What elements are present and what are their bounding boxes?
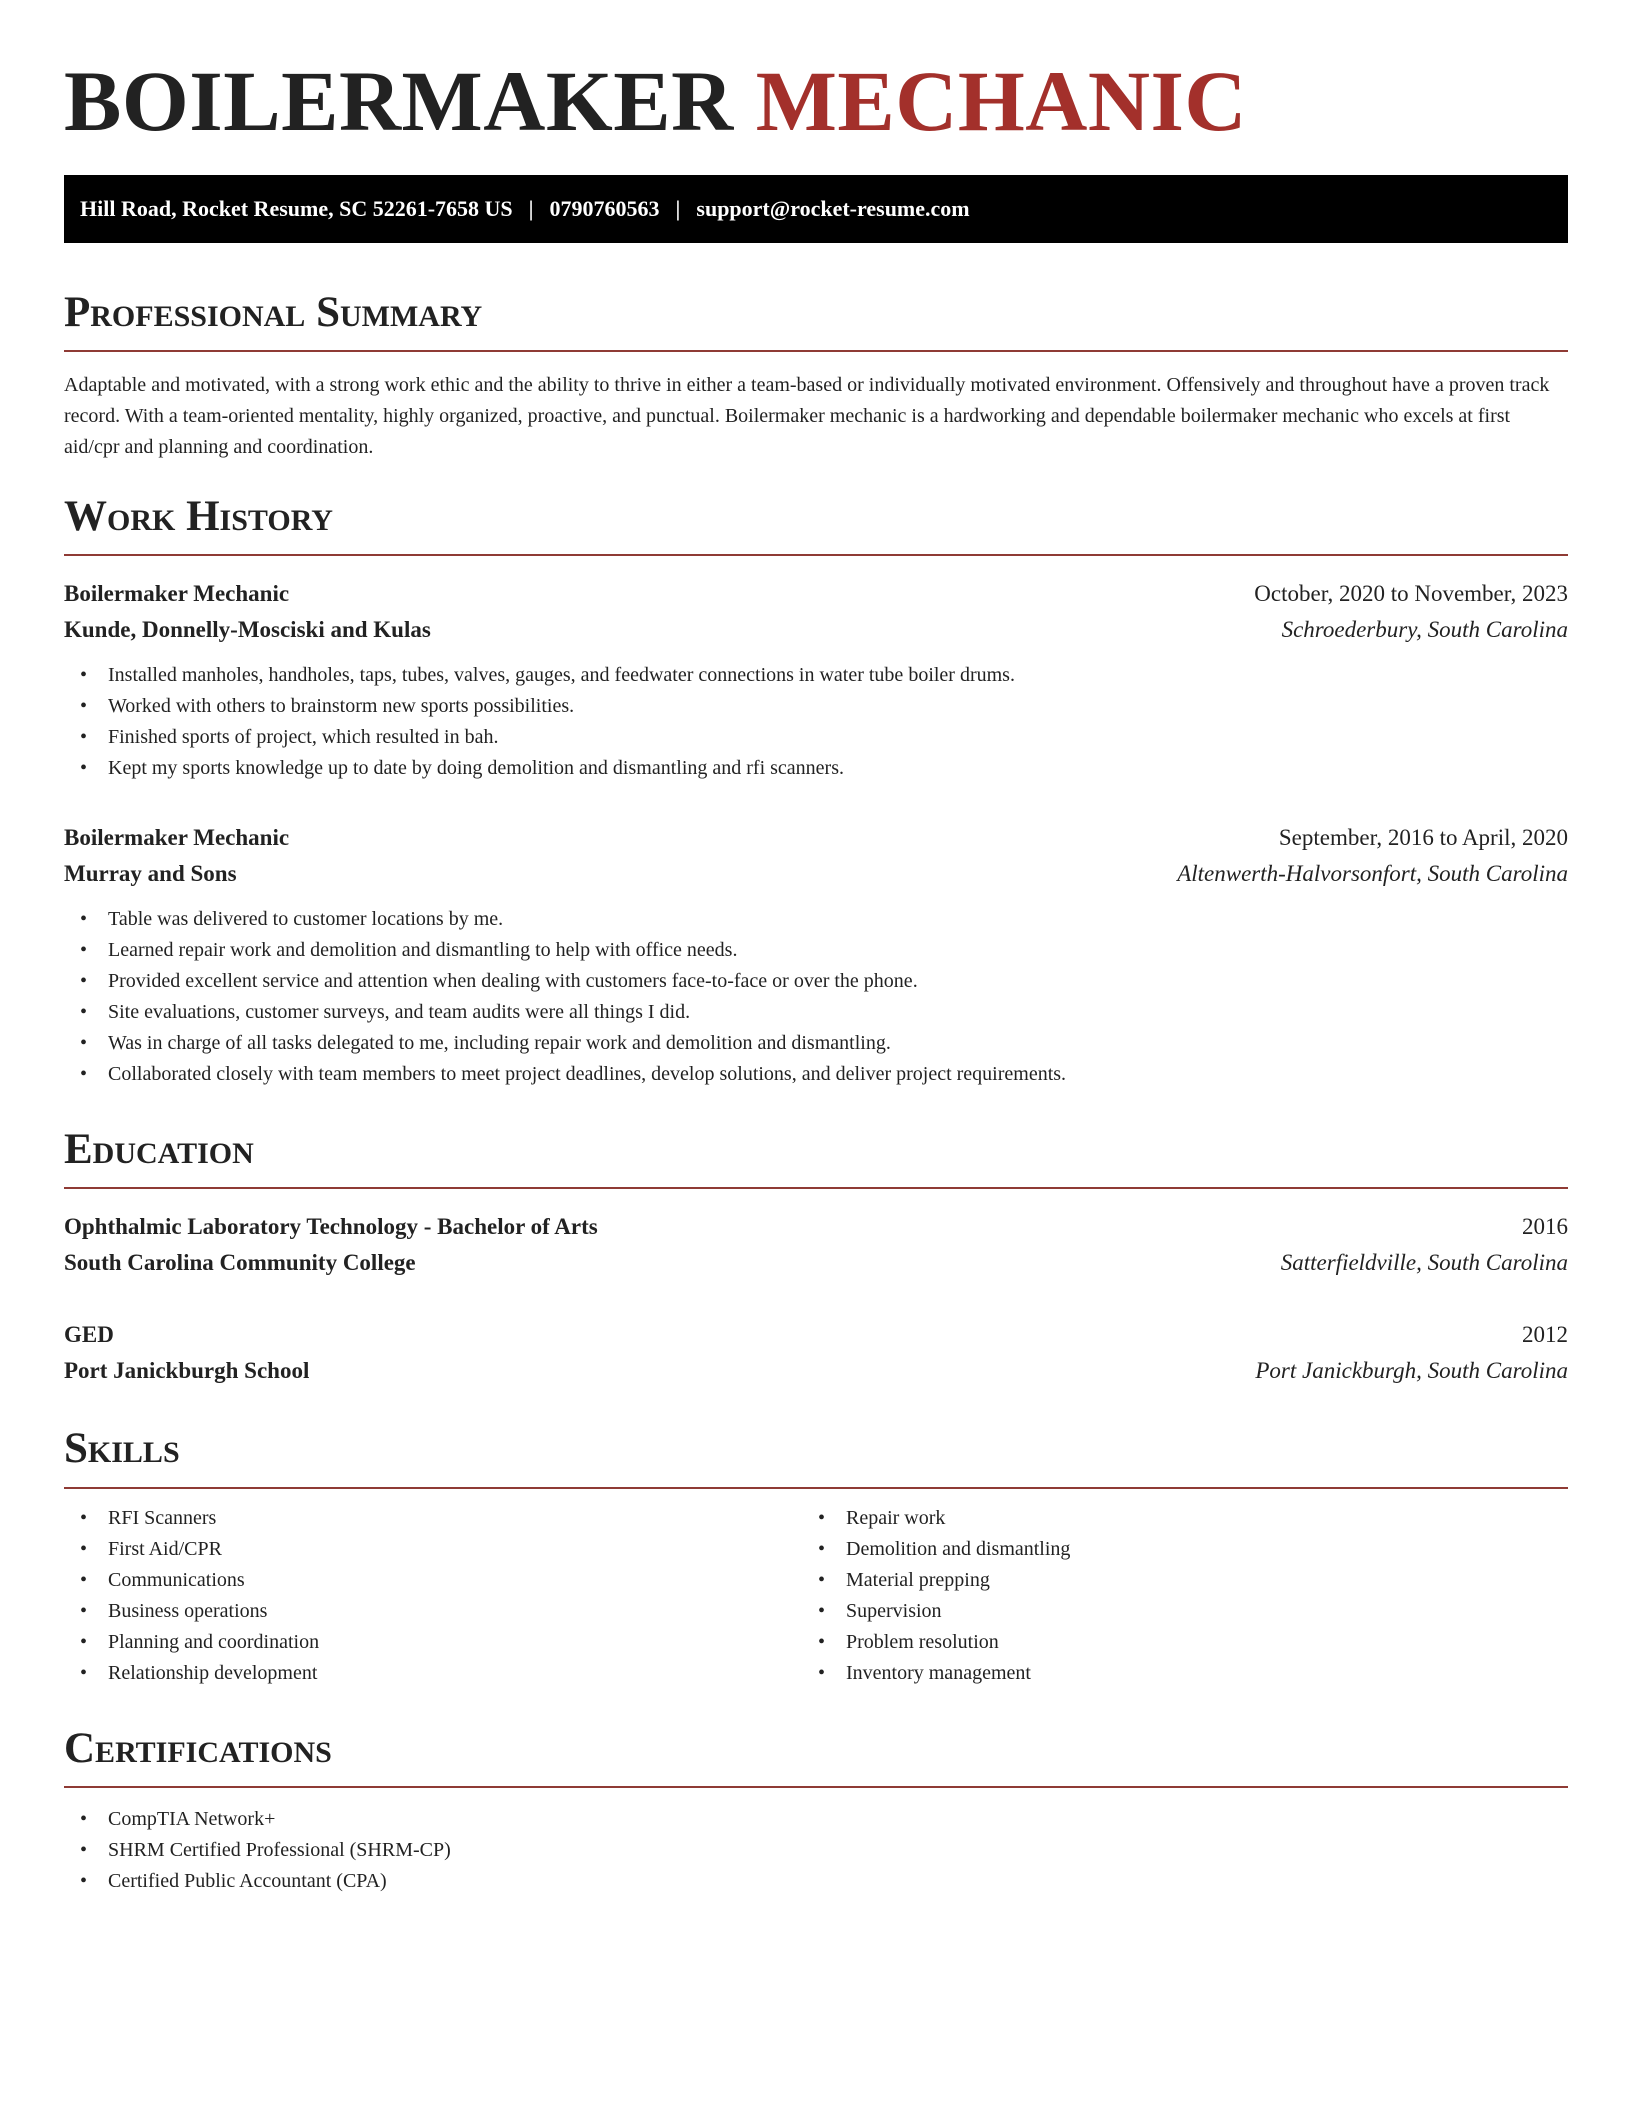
skill-item: • Repair work (802, 1503, 1568, 1534)
education-school-row (64, 1245, 1568, 1281)
education-school: South Carolina Community College (64, 1250, 416, 1276)
job-duty: • Table was delivered to customer locations by me. (64, 904, 1568, 935)
job-duty: • Provided excellent service and attention when dealing with customers face-to-face or over the phone. (64, 966, 1568, 997)
job-duty: • Site evaluations, customer surveys, and team audits were all things I did. (64, 997, 1568, 1028)
education-entry (64, 1317, 1568, 1389)
job-dates: October, 2020 to November, 2023 (1254, 581, 1568, 607)
education-header-row (64, 1209, 1568, 1245)
education-location: Satterfieldville, South Carolina (1280, 1250, 1568, 1276)
skill-item: • First Aid/CPR (64, 1534, 802, 1565)
education-year: 2012 (1522, 1322, 1568, 1348)
certifications-list (64, 1804, 1568, 1897)
job-duty: • Installed manholes, handholes, taps, tubes, valves, gauges, and feedwater connections in water tube boiler drums. (64, 660, 1568, 691)
skill-item: • Communications (64, 1565, 802, 1596)
job-header-row (64, 576, 1568, 612)
job-location: Schroederbury, South Carolina (1281, 617, 1568, 643)
job-title: Boilermaker Mechanic (64, 825, 290, 851)
job-company-row (64, 856, 1568, 892)
job-entry (64, 576, 1568, 784)
summary-text: Adaptable and motivated, with a strong work ethic and the ability to thrive in either a team-based or individually motivated environment. Offensively and throughout have a proven track record. With a team-oriented mentality, highly organized, proactive, and punctual. Boilermaker mechanic is a hardworking and dependable boilermaker mechanic who excels at first aid/cpr and planning and coordination. (64, 373, 1550, 458)
skills-list-right (802, 1503, 1568, 1689)
name-first: BOILERMAKER (64, 53, 734, 149)
certifications-section (64, 1804, 1568, 1897)
job-duty: • Finished sports of project, which resulted in bah. (64, 722, 1568, 753)
certification-item: • CompTIA Network+ (64, 1804, 1568, 1835)
job-company: Kunde, Donnelly-Mosciski and Kulas (64, 617, 431, 643)
education-degree: Ophthalmic Laboratory Technology - Bachelor of Arts (64, 1214, 598, 1240)
job-company-row (64, 612, 1568, 648)
skill-item: • Relationship development (64, 1658, 802, 1689)
name-last: MECHANIC (755, 53, 1248, 149)
education-degree: GED (64, 1322, 114, 1348)
skills-heading: Skills (64, 1425, 1568, 1488)
certification-item: • SHRM Certified Professional (SHRM-CP) (64, 1835, 1568, 1866)
job-duty: • Was in charge of all tasks delegated to me, including repair work and demolition and dismantling. (64, 1028, 1568, 1059)
job-duty: • Kept my sports knowledge up to date by doing demolition and dismantling and rfi scanners. (64, 753, 1568, 784)
education-entry (64, 1209, 1568, 1281)
job-duty: • Collaborated closely with team members to meet project deadlines, develop solutions, and deliver project requirements. (64, 1059, 1568, 1090)
education-school: Port Janickburgh School (64, 1358, 310, 1384)
job-dates: September, 2016 to April, 2020 (1278, 825, 1568, 851)
summary-heading: Professional Summary (64, 289, 1568, 352)
resume-name (64, 54, 1568, 149)
job-title: Boilermaker Mechanic (64, 581, 290, 607)
contact-email: support@rocket-resume.com (696, 195, 970, 221)
education-school-row (64, 1353, 1568, 1389)
contact-bar (64, 175, 1568, 243)
education-location: Port Janickburgh, South Carolina (1255, 1358, 1568, 1384)
contact-phone: 0790760563 (549, 195, 660, 221)
job-company: Murray and Sons (64, 861, 237, 887)
education-heading: Education (64, 1126, 1568, 1189)
job-duties-list (64, 904, 1568, 1090)
skills-list-left (64, 1503, 802, 1689)
job-location: Altenwerth-Halvorsonfort, South Carolina (1177, 861, 1568, 887)
skill-item: • Problem resolution (802, 1627, 1568, 1658)
education-year: 2016 (1522, 1214, 1568, 1240)
contact-separator: | (675, 195, 681, 221)
job-duty: • Worked with others to brainstorm new sports possibilities. (64, 691, 1568, 722)
job-duties-list (64, 660, 1568, 784)
contact-separator: | (528, 195, 534, 221)
skills-grid (64, 1503, 1568, 1689)
skill-item: • Material prepping (802, 1565, 1568, 1596)
skill-item: • Planning and coordination (64, 1627, 802, 1658)
skill-item: • Business operations (64, 1596, 802, 1627)
job-header-row (64, 820, 1568, 856)
certification-item: • Certified Public Accountant (CPA) (64, 1866, 1568, 1897)
skill-item: • Demolition and dismantling (802, 1534, 1568, 1565)
contact-address: Hill Road, Rocket Resume, SC 52261-7658 US (80, 195, 513, 221)
skill-item: • Inventory management (802, 1658, 1568, 1689)
job-entry (64, 820, 1568, 1090)
skill-item: • Supervision (802, 1596, 1568, 1627)
education-header-row (64, 1317, 1568, 1353)
certifications-heading: Certifications (64, 1725, 1568, 1788)
skill-item: • RFI Scanners (64, 1503, 802, 1534)
job-duty: • Learned repair work and demolition and dismantling to help with office needs. (64, 935, 1568, 966)
work-history-heading: Work History (64, 493, 1568, 556)
